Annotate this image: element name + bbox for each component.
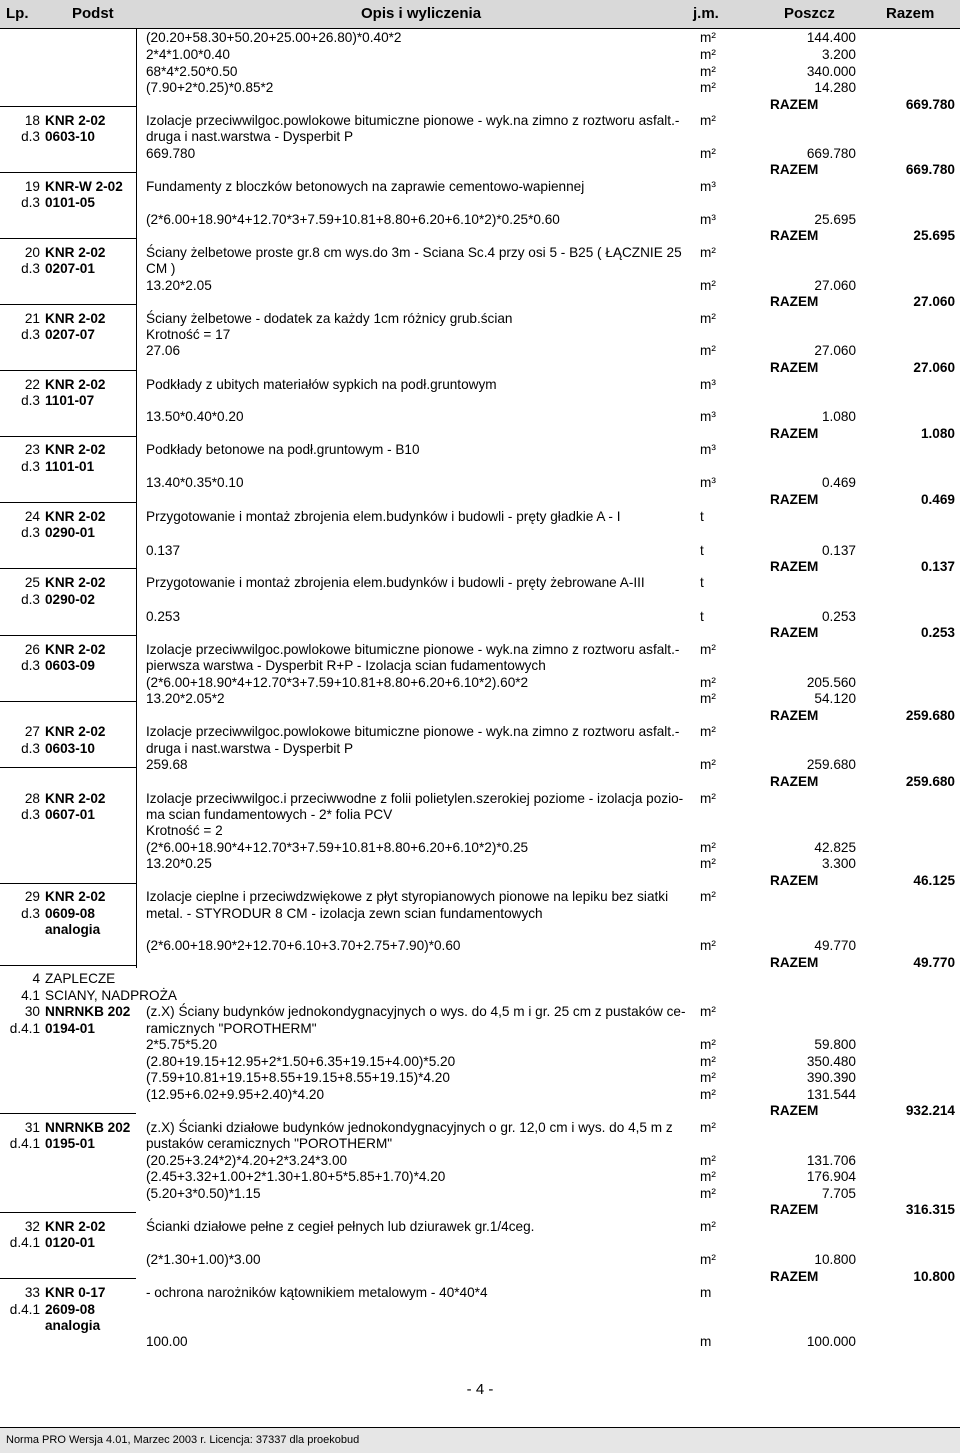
item-description: CM ) (146, 261, 176, 276)
item-basis: 0194-01 (45, 1021, 95, 1036)
item-basis: KNR-W 2-02 (45, 179, 123, 194)
item-quantity: 100.000 (806, 1334, 856, 1349)
item-quantity: 205.560 (806, 675, 856, 690)
razem-value: 27.060 (913, 294, 955, 309)
col-lp-header: Lp. (6, 5, 29, 22)
item-number: 20 (24, 245, 40, 260)
item-basis: NNRNKB 202 (45, 1120, 131, 1135)
item-basis: KNR 2-02 (45, 113, 106, 128)
item-basis: 0290-02 (45, 592, 95, 607)
razem-value: 0.469 (920, 492, 955, 507)
item-description: (12.95+6.02+9.95+2.40)*4.20 (146, 1087, 325, 1102)
item-unit: m² (700, 724, 716, 739)
razem-label: RAZEM (770, 228, 819, 243)
item-unit: m² (700, 311, 716, 326)
razem-value: 316.315 (905, 1202, 955, 1217)
item-sub-number: d.3 (21, 807, 40, 822)
item-quantity: 3.200 (821, 47, 856, 62)
item-unit: t (700, 543, 704, 558)
item-basis: 1101-01 (45, 459, 95, 474)
razem-label: RAZEM (770, 97, 819, 112)
razem-label: RAZEM (770, 360, 819, 375)
razem-label: RAZEM (770, 162, 819, 177)
item-unit: m² (700, 1054, 716, 1069)
col-opis-header: Opis i wyliczenia (361, 5, 482, 22)
item-unit: m² (700, 343, 716, 358)
item-number: 32 (24, 1219, 40, 1234)
row-separator (0, 635, 136, 636)
item-basis: KNR 2-02 (45, 791, 106, 806)
section-title: SCIANY, NADPROŻA (45, 988, 177, 1003)
razem-value: 0.137 (920, 559, 955, 574)
razem-value: 259.680 (905, 774, 955, 789)
item-basis: KNR 2-02 (45, 1219, 106, 1234)
item-basis: 0101-05 (45, 195, 95, 210)
item-number: 21 (24, 311, 40, 326)
item-description: Podkłady betonowe na podł.gruntowym - B10 (146, 442, 420, 457)
item-description: Ściany żelbetowe - dodatek za każdy 1cm różnicy grub.ścian (146, 311, 513, 326)
item-description: (2.45+3.32+1.00+2*1.30+1.80+5*5.85+1.70)*4.20 (146, 1169, 446, 1184)
item-description: 2*4*1.00*0.40 (146, 47, 230, 62)
row-separator (0, 767, 136, 768)
row-separator (0, 701, 136, 702)
item-description: druga i nast.warstwa - Dysperbit P (146, 741, 354, 756)
razem-value: 49.770 (913, 955, 955, 970)
razem-value: 669.780 (905, 97, 955, 112)
item-description: Podkłady z ubitych materiałów sypkich na podł.gruntowym (146, 377, 497, 392)
razem-value: 25.695 (913, 228, 955, 243)
item-number: 25 (24, 575, 40, 590)
razem-label: RAZEM (770, 294, 819, 309)
item-unit: m³ (700, 179, 716, 194)
item-description: 13.20*2.05 (146, 278, 212, 293)
item-description: pustaków ceramicznych "POROTHERM" (146, 1136, 393, 1151)
item-quantity: 0.137 (821, 543, 856, 558)
item-description: 13.50*0.40*0.20 (146, 409, 244, 424)
item-sub-number: d.3 (21, 459, 40, 474)
item-basis: 0603-10 (45, 129, 95, 144)
item-description: Przygotowanie i montaż zbrojenia elem.budynków i budowli - pręty gładkie A - I (146, 509, 621, 524)
item-quantity: 350.480 (806, 1054, 856, 1069)
razem-label: RAZEM (770, 426, 819, 441)
item-number: 28 (24, 791, 40, 806)
item-quantity: 14.280 (814, 80, 856, 95)
razem-value: 1.080 (920, 426, 955, 441)
item-description: (2*6.00+18.90*2+12.70+6.10+3.70+2.75+7.90)*0.60 (146, 938, 461, 953)
row-separator (0, 1278, 136, 1279)
item-description: Izolacje cieplne i przeciwdzwiękowe z płyt styropianowych pionowe na lepiku bez siatki (146, 889, 669, 904)
item-basis: 0207-07 (45, 327, 95, 342)
item-sub-number: d.3 (21, 261, 40, 276)
item-number: 33 (24, 1285, 40, 1300)
item-description: Ścianki działowe pełne z cegieł pełnych lub dziurawek gr.1/4ceg. (146, 1219, 535, 1234)
item-description: Izolacje przeciwwilgoc.powlokowe bitumiczne pionowe - wyk.na zimno z roztworu asfalt.- (146, 113, 680, 128)
item-unit: m² (700, 757, 716, 772)
item-quantity: 259.680 (806, 757, 856, 772)
item-basis: 0607-01 (45, 807, 95, 822)
item-number: 4 (32, 971, 40, 986)
item-description: (7.59+10.81+19.15+8.55+19.15+8.55+19.15)*4.20 (146, 1070, 450, 1085)
item-quantity: 0.469 (821, 475, 856, 490)
item-basis: analogia (45, 1318, 101, 1333)
item-description: 27.06 (146, 343, 181, 358)
item-unit: m² (700, 80, 716, 95)
item-unit: m² (700, 840, 716, 855)
item-description: (2*6.00+18.90*4+12.70*3+7.59+10.81+8.80+6.20+6.10*2)*0.25 (146, 840, 529, 855)
item-description: metal. - STYRODUR 8 CM - izolacja zewn scian fundamentowych (146, 906, 543, 921)
item-quantity: 27.060 (814, 278, 856, 293)
item-description: ramicznych "POROTHERM" (146, 1021, 317, 1036)
row-separator (0, 106, 136, 107)
item-sub-number: d.3 (21, 129, 40, 144)
item-unit: m³ (700, 377, 716, 392)
item-sub-number: d.3 (21, 592, 40, 607)
item-description: (5.20+3*0.50)*1.15 (146, 1186, 261, 1201)
item-description: Izolacje przeciwwilgoc.i przeciwwodne z folii polietylen.szerokiej poziome - izolacja pozio- (146, 791, 684, 806)
item-description: 259.68 (146, 757, 188, 772)
item-sub-number: d.3 (21, 327, 40, 342)
item-basis: analogia (45, 922, 101, 937)
item-unit: m² (700, 1087, 716, 1102)
row-separator (0, 238, 136, 239)
item-description: Przygotowanie i montaż zbrojenia elem.budynków i budowli - pręty żebrowane A-III (146, 575, 645, 590)
item-basis: 0603-09 (45, 658, 95, 673)
item-unit: m² (700, 1219, 716, 1234)
item-number: 18 (24, 113, 40, 128)
item-description: 0.253 (146, 609, 181, 624)
col-razem-header: Razem (886, 5, 935, 22)
item-basis: 0120-01 (45, 1235, 95, 1250)
item-unit: m² (700, 278, 716, 293)
item-description: (20.20+58.30+50.20+25.00+26.80)*0.40*2 (146, 30, 402, 45)
item-unit: m³ (700, 212, 716, 227)
item-unit: m² (700, 675, 716, 690)
item-quantity: 54.120 (814, 691, 856, 706)
item-number: 4.1 (21, 988, 40, 1003)
item-unit: m² (700, 856, 716, 871)
item-description: (2*6.00+18.90*4+12.70*3+7.59+10.81+8.80+6.20+6.10*2)*0.25*0.60 (146, 212, 560, 227)
item-unit: m² (700, 146, 716, 161)
item-quantity: 0.253 (821, 609, 856, 624)
item-quantity: 7.705 (821, 1186, 856, 1201)
item-description: 2*5.75*5.20 (146, 1037, 218, 1052)
razem-label: RAZEM (770, 873, 819, 888)
item-quantity: 131.706 (806, 1153, 856, 1168)
col-poszcz-header: Poszcz (784, 5, 835, 22)
item-basis: KNR 2-02 (45, 509, 106, 524)
item-description: (z.X) Ściany budynków jednokondygnacyjnych o wys. do 4,5 m i gr. 25 cm z pustaków ce- (146, 1004, 686, 1019)
item-number: 30 (24, 1004, 40, 1019)
row-separator (0, 883, 136, 884)
razem-value: 669.780 (905, 162, 955, 177)
item-unit: m² (700, 1153, 716, 1168)
item-unit: m² (700, 889, 716, 904)
item-basis: KNR 2-02 (45, 245, 106, 260)
item-description: druga i nast.warstwa - Dysperbit P (146, 129, 354, 144)
item-unit: m² (700, 245, 716, 260)
item-description: Izolacje przeciwwilgoc.powlokowe bitumiczne pionowe - wyk.na zimno z roztworu asfalt.- (146, 724, 680, 739)
item-unit: t (700, 609, 704, 624)
item-quantity: 1.080 (821, 409, 856, 424)
item-number: 26 (24, 642, 40, 657)
item-quantity: 59.800 (814, 1037, 856, 1052)
item-quantity: 144.400 (806, 30, 856, 45)
razem-label: RAZEM (770, 1202, 819, 1217)
item-quantity: 25.695 (814, 212, 856, 227)
item-quantity: 131.544 (806, 1087, 856, 1102)
item-basis: KNR 0-17 (45, 1285, 106, 1300)
item-number: 24 (24, 509, 40, 524)
item-unit: m² (700, 938, 716, 953)
item-basis: 2609-08 (45, 1302, 95, 1317)
item-quantity: 27.060 (814, 343, 856, 358)
item-description: (7.90+2*0.25)*0.85*2 (146, 80, 274, 95)
item-description: (20.25+3.24*2)*4.20+2*3.24*3.00 (146, 1153, 348, 1168)
row-separator (0, 304, 136, 305)
row-separator (0, 965, 136, 966)
item-basis: 0609-08 (45, 906, 95, 921)
item-number: 19 (24, 179, 40, 194)
item-description: Krotność = 2 (146, 823, 223, 838)
item-description: Ściany żelbetowe proste gr.8 cm wys.do 3m - Sciana Sc.4 przy osi 5 - B25 ( ŁĄCZNIE 25 (146, 245, 682, 260)
item-description: 68*4*2.50*0.50 (146, 64, 238, 79)
razem-label: RAZEM (770, 492, 819, 507)
row-separator (0, 502, 136, 503)
item-unit: m² (700, 642, 716, 657)
row-separator (0, 172, 136, 173)
item-basis: NNRNKB 202 (45, 1004, 131, 1019)
razem-value: 10.800 (913, 1269, 955, 1284)
item-description: 669.780 (146, 146, 196, 161)
item-basis: 0603-10 (45, 741, 95, 756)
razem-value: 46.125 (913, 873, 955, 888)
item-sub-number: d.3 (21, 393, 40, 408)
item-quantity: 669.780 (806, 146, 856, 161)
row-separator (0, 568, 136, 569)
item-sub-number: d.4.1 (9, 1302, 40, 1317)
item-basis: KNR 2-02 (45, 377, 106, 392)
item-unit: t (700, 575, 704, 590)
item-description: (z.X) Ścianki działowe budynków jednokondygnacyjnych o gr. 12,0 cm i wys. do 4,5 m z (146, 1120, 673, 1135)
item-quantity: 3.300 (821, 856, 856, 871)
item-number: 31 (24, 1120, 40, 1135)
item-sub-number: d.3 (21, 741, 40, 756)
razem-label: RAZEM (770, 708, 819, 723)
item-description: (2*6.00+18.90*4+12.70*3+7.59+10.81+8.80+6.20+6.10*2).60*2 (146, 675, 529, 690)
item-unit: m² (700, 1120, 716, 1135)
item-description: 100.00 (146, 1334, 188, 1349)
razem-value: 259.680 (905, 708, 955, 723)
item-unit: m² (700, 691, 716, 706)
item-description: Fundamenty z bloczków betonowych na zaprawie cementowo-wapiennej (146, 179, 585, 194)
item-description: 0.137 (146, 543, 181, 558)
item-unit: m² (700, 47, 716, 62)
item-number: 23 (24, 442, 40, 457)
footer-license-text: Norma PRO Wersja 4.01, Marzec 2003 r. Licencja: 37337 dla proekobud (6, 1434, 360, 1446)
item-unit: m² (700, 113, 716, 128)
item-basis: 0195-01 (45, 1136, 95, 1151)
item-unit: m³ (700, 475, 716, 490)
razem-label: RAZEM (770, 559, 819, 574)
item-unit: m² (700, 1070, 716, 1085)
item-unit: m² (700, 1186, 716, 1201)
razem-label: RAZEM (770, 1103, 819, 1118)
razem-label: RAZEM (770, 1269, 819, 1284)
razem-label: RAZEM (770, 625, 819, 640)
item-unit: m² (700, 1037, 716, 1052)
footer-bar (0, 1427, 960, 1453)
item-basis: 0290-01 (45, 525, 95, 540)
item-quantity: 390.390 (806, 1070, 856, 1085)
item-quantity: 49.770 (814, 938, 856, 953)
item-sub-number: d.3 (21, 195, 40, 210)
item-unit: m³ (700, 442, 716, 457)
item-unit: m² (700, 64, 716, 79)
col-podst-header: Podst (72, 5, 114, 22)
item-description: ma scian fundamentowych - 2* folia PCV (146, 807, 393, 822)
item-description: 13.40*0.35*0.10 (146, 475, 244, 490)
item-unit: m² (700, 1004, 716, 1019)
item-unit: m² (700, 791, 716, 806)
item-basis: KNR 2-02 (45, 642, 106, 657)
item-number: 22 (24, 377, 40, 392)
item-quantity: 42.825 (814, 840, 856, 855)
item-sub-number: d.4.1 (9, 1235, 40, 1250)
item-number: 29 (24, 889, 40, 904)
item-basis: KNR 2-02 (45, 311, 106, 326)
item-description: Izolacje przeciwwilgoc.powlokowe bitumiczne pionowe - wyk.na zimno z roztworu asfalt.- (146, 642, 680, 657)
section-title: ZAPLECZE (45, 971, 116, 986)
item-sub-number: d.4.1 (9, 1136, 40, 1151)
row-separator (0, 370, 136, 371)
col-jm-header: j.m. (693, 5, 719, 22)
item-unit: m² (700, 30, 716, 45)
item-sub-number: d.3 (21, 525, 40, 540)
item-description: (2*1.30+1.00)*3.00 (146, 1252, 261, 1267)
item-quantity: 340.000 (806, 64, 856, 79)
item-sub-number: d.3 (21, 906, 40, 921)
item-quantity: 176.904 (806, 1169, 856, 1184)
item-sub-number: d.3 (21, 658, 40, 673)
item-description: 13.20*0.25 (146, 856, 212, 871)
item-unit: m (700, 1285, 712, 1300)
item-quantity: 10.800 (814, 1252, 856, 1267)
row-separator (0, 1212, 136, 1213)
item-number: 27 (24, 724, 40, 739)
item-unit: m (700, 1334, 712, 1349)
razem-value: 0.253 (920, 625, 955, 640)
item-description: (2.80+19.15+12.95+2*1.50+6.35+19.15+4.00)*5.20 (146, 1054, 456, 1069)
razem-value: 27.060 (913, 360, 955, 375)
row-separator (0, 1113, 136, 1114)
item-unit: m² (700, 1169, 716, 1184)
item-sub-number: d.4.1 (9, 1021, 40, 1036)
item-description: - ochrona narożników kątownikiem metalowym - 40*40*4 (146, 1285, 488, 1300)
item-unit: m³ (700, 409, 716, 424)
item-basis: 0207-01 (45, 261, 95, 276)
page-number: - 4 - (466, 1381, 494, 1398)
item-basis: KNR 2-02 (45, 442, 106, 457)
item-basis: KNR 2-02 (45, 724, 106, 739)
razem-label: RAZEM (770, 955, 819, 970)
item-description: pierwsza warstwa - Dysperbit R+P - Izolacja scian fudamentowych (146, 658, 546, 673)
item-basis: 1101-07 (45, 393, 95, 408)
item-basis: KNR 2-02 (45, 889, 106, 904)
item-description: Krotność = 17 (146, 327, 231, 342)
item-basis: KNR 2-02 (45, 575, 106, 590)
razem-label: RAZEM (770, 774, 819, 789)
razem-value: 932.214 (905, 1103, 955, 1118)
row-separator (0, 436, 136, 437)
item-unit: t (700, 509, 704, 524)
item-unit: m² (700, 1252, 716, 1267)
item-description: 13.20*2.05*2 (146, 691, 225, 706)
